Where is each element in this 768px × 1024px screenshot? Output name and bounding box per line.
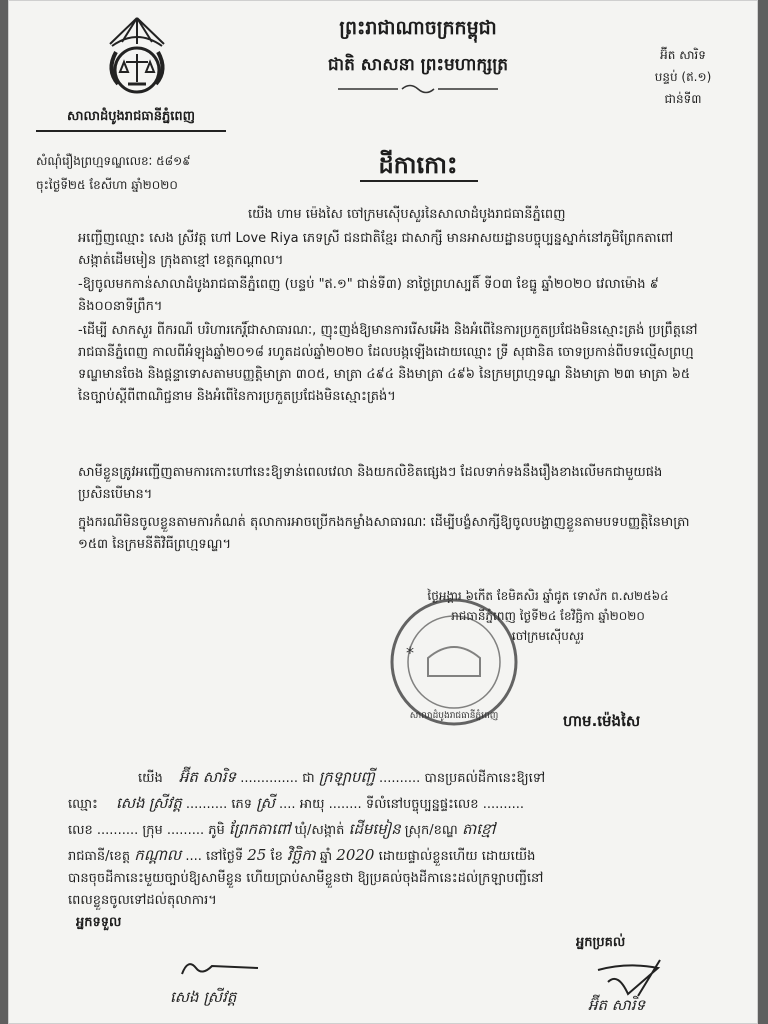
delivery-line-2: ឈ្មោះ សេង ស្រីវត្ត .......... ភេទ ស្រី .... អាយុ ........ ទីលំនៅបច្ចុប្បន្នផ្ទះលេខ .......... [68,794,525,812]
sender-label: អ្នកប្រគល់ [576,935,626,950]
kingdom-heading: ព្រះរាជាណាចក្រកម្ពុជា [339,17,497,39]
ornament-divider-icon [338,84,498,94]
judge-role: ចៅក្រមស៊ើបសួរ [511,629,585,643]
officer-handwriting: អ៊ីត សារិទ [178,768,237,786]
document-page [8,0,758,1024]
delivery-line-4: រាជធានី/ខេត្ត កណ្តាល .... នៅថ្ងៃទី 25 ខែ វិច្ឆិកា ឆ្នាំ 2020 ដោយផ្ទាល់ខ្លួនហើយ ដោយយើង [68,846,536,864]
place-date: រាជធានីភ្នំពេញ ថ្ងៃទី២៤ ខែវិច្ឆិកា ឆ្នាំ២០២០ [451,609,645,623]
lunar-date: ថ្ងៃអង្គារ ៦កើត ខែមិគសិរ ឆ្នាំជូត ទោស័ក ព.ស២៥៦៤ [427,589,669,603]
motto-heading: ជាតិ សាសនា ព្រះមហាក្សត្រ [327,55,509,75]
sender-signature-icon [568,952,718,1000]
receiver-label: អ្នកទទួល [76,915,122,930]
court-stamp-icon [388,596,520,728]
court-name: សាលាដំបូងរាជធានីភ្នំពេញ [67,109,195,124]
court-emblem-icon [98,14,176,100]
bring-documents-paragraph: សាមីខ្លួនត្រូវអញ្ជើញតាមការកោះហៅនេះឱ្យទាន់ពេលវេលា និងយកលិខិតផ្សេងៗ ដែលទាក់ទងនឹងរឿងខាងលើមកជាមួយផង ប្រសិនបើមាន។ [78,465,663,502]
purpose-paragraph: -ដើម្បី សាកសួរ ពីករណី បរិហារកេរ្តិ៍ជាសាធារណៈ, ញុះញង់ឱ្យមានការរើសអើង និងអំពើនៃការប្រកួតប្រជែងមិនស្មោះត្រង់ ប្រព្រឹត្តនៅរាជធានីភ្នំពេញ កាលពីអំឡុងឆ្នាំ២០១៨ រហូតដល់ឆ្នាំ២០២០ ដែលបង្កឡើងដោយឈ្មោះ ទ្រី សុផានិត ចោទប្រកាន់ពីបទល្មើសព្រហ្មទណ្ឌមានចែង និងផ្តន្ទាទោសតាមបញ្ញត្តិមាត្រា ៣០៥, មាត្រា ៤៩៤ និងមាត្រា ៤៩៦ នៃក្រមព្រហ្មទណ្ឌ និងមាត្រា ២៣ មាត្រា ៦៥ នៃច្បាប់ស្តីពីពាណិជ្ជនាម និងអំពើនៃការប្រកួតប្រជែងមិនស្មោះត្រង់។ [78,323,698,404]
intro-line: យើង ហាម ម៉េងសៃ ចៅក្រមស៊ើបសួរនៃសាលាដំបូងរាជធានីភ្នំពេញ [248,207,566,222]
delivery-line-1: យើង អ៊ីត សារិទ .............. ជា ក្រឡាបញ្ជី .......... បានប្រគល់ដីកានេះឱ្យទៅ [138,768,546,786]
title-underline [360,180,478,182]
receiver-signature-icon [178,954,268,984]
officer-role-handwriting: ក្រឡាបញ្ជី [318,768,375,786]
room-floor: ជាន់ទី៣ [664,92,702,106]
stamp-text: សាលាដំបូងរាជធានីភ្នំពេញ [409,711,499,721]
delivery-line-6: ពេលខ្លួនចូលទៅដល់តុលាការ។ [68,893,217,908]
judge-name: ហាម.ម៉េងសៃ [563,712,641,730]
appear-paragraph: -ឱ្យចូលមកកាន់សាលាដំបូងរាជធានីភ្នំពេញ (បន្ទប់ "ឥ.១" ជាន់ទី៣) នាថ្ងៃព្រហស្បតិ៍ ទី០៣ ខែធ្នូ ឆ្នាំ២០២០ វេលាម៉ោង ៩ និង០០នាទីព្រឹក។ [78,277,659,314]
room-number: បន្ទប់ (ឥ.១) [654,70,712,84]
document-title: ដីកាកោះ [378,151,458,179]
room-officer: អ៊ីត សារិទ [660,48,706,62]
case-number: សំណុំរឿងព្រហ្មទណ្ឌលេខៈ ៥៨១៩ [36,154,191,168]
room-info [628,44,738,110]
sender-signature-name: អ៊ីត សារិទ [588,996,646,1014]
delivery-line-5: បានចុចដីកានេះមួយច្បាប់ឱ្យសាមីខ្លួន ហើយប្រាប់សាមីខ្លួនថា ឱ្យប្រគល់ចុងដីកានេះដល់ក្រឡាបញ្ជីនៅ [68,871,544,886]
svg-text:*: * [406,643,414,662]
receiver-signature-name: សេង ស្រីវត្ត [170,988,237,1006]
delivery-line-3: លេខ .......... ក្រុម ......... ភូមិ ព្រែកតាពៅ ឃុំ/សង្កាត់ ដើមមៀន ស្រុក/ខណ្ឌ តាខ្មៅ [68,820,496,838]
warning-paragraph: ក្នុងករណីមិនចូលខ្លួនតាមការកំណត់ តុលាការអាចប្រើកងកម្លាំងសាធារណៈ ដើម្បីបង្ខំសាក្សីឱ្យចូលបង្ហាញខ្លួនតាមបទបញ្ញត្តិនៃមាត្រា ១៥៣ នៃក្រមនីតិវិធីព្រហ្មទណ្ឌ។ [78,515,690,552]
court-name-underline [36,130,226,132]
summon-paragraph: អញ្ជើញឈ្មោះ សេង ស្រីវត្ត ហៅ Love Riya ភេទស្រី ជនជាតិខ្មែរ ជាសាក្សី មានអាសយដ្ឋានបច្ចុប្បន្នស្នាក់នៅភូមិព្រែកតាពៅ សង្កាត់ដើមមៀន ក្រុងតាខ្មៅ ខេត្តកណ្តាល។ [78,231,674,268]
case-date: ចុះថ្ងៃទី២៥ ខែសីហា ឆ្នាំ២០២០ [36,178,178,192]
